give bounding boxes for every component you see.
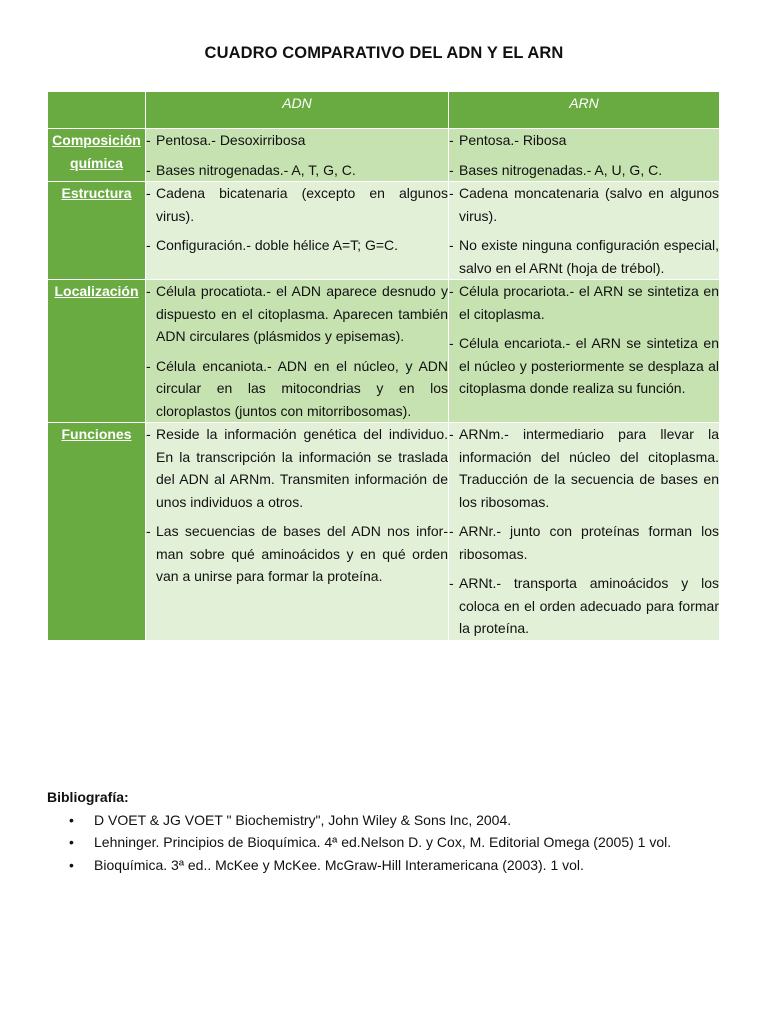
list-item: - Las secuencias de bases del ADN nos infor-man sobre qué aminoácidos y en qué orden van a unirse para formar la proteína. — [146, 523, 448, 584]
bullet-icon: • — [69, 834, 74, 850]
table-header-row — [48, 92, 720, 129]
list-item: - Célula encariota.- el ARN se sintetiza en el núcleo y posteriormente se desplaza al citoplasma donde realiza su función. — [449, 335, 719, 396]
list-item: - Reside la información genética del individuo. En la transcripción la información se traslada del ADN al ARNm. Transmiten información de unos individuos a otros. — [146, 426, 448, 510]
comparison-table — [47, 91, 720, 641]
row-label-text: Localización — [54, 283, 139, 299]
header-arn: ARN — [449, 92, 720, 129]
list-item: • Lehninger. Principios de Bioquímica. 4ª ed.Nelson D. y Cox, M. Editorial Omega (2005) 1 vol. — [47, 831, 719, 854]
table-row — [48, 280, 720, 423]
list-item: - Célula encaniota.- ADN en el núcleo, y ADN circular en las mitocondrias y en los cloroplastos (juntos con mitorribosomas). — [146, 357, 448, 419]
arn-cell — [449, 280, 720, 423]
list-item: - Pentosa.- Desoxirribosa — [146, 132, 306, 148]
bibliography — [47, 786, 719, 876]
list-item: - Célula procatiota.- el ADN aparece desnudo y dispuesto en el citoplasma. Aparecen también ADN circulares (plásmidos y episemas). — [146, 283, 448, 344]
list-item: - ARNm.- intermediario para llevar la información del núcleo del citoplasma. Traducción de la secuencia de bases en los ribosomas. — [449, 426, 719, 510]
arn-cell — [449, 129, 720, 182]
bibliography-list — [47, 809, 719, 877]
row-label-text: Funciones — [61, 426, 132, 442]
row-label-localizacion — [48, 280, 146, 423]
adn-cell — [146, 129, 449, 182]
list-item: - Bases nitrogenadas.- A, T, G, C. — [146, 161, 356, 178]
bullet-icon: • — [69, 811, 74, 828]
list-item: • D VOET & JG VOET " Biochemistry", John Wiley & Sons Inc, 2004. — [47, 809, 719, 832]
table-row — [48, 129, 720, 182]
header-adn: ADN — [146, 92, 449, 129]
header-empty-cell — [48, 92, 146, 129]
row-label-text: Composición química — [52, 132, 141, 171]
list-item: - ARNr.- junto con proteínas forman los ribosomas. — [449, 523, 719, 562]
list-item: - Célula procariota.- el ARN se sintetiza en el citoplasma. — [449, 283, 719, 322]
row-label-funciones — [48, 423, 146, 641]
list-item: - Cadena moncatenaria (salvo en algunos virus). — [449, 185, 719, 224]
adn-cell — [146, 182, 449, 280]
arn-cell — [449, 182, 720, 280]
table-row — [48, 182, 720, 280]
table-row — [48, 423, 720, 641]
bullet-icon: • — [69, 856, 74, 873]
row-label-composicion — [48, 129, 146, 182]
bibliography-title: Bibliografía: — [47, 789, 129, 805]
list-item: - ARNt.- transporta aminoácidos y los coloca en el orden adecuado para formar la proteína. — [449, 575, 719, 636]
list-item: - Pentosa.- Ribosa — [449, 132, 567, 148]
adn-cell — [146, 280, 449, 423]
row-label-estructura — [48, 182, 146, 280]
list-item: • Bioquímica. 3ª ed.. McKee y McKee. McGraw-Hill Interamericana (2003). 1 vol. — [47, 854, 719, 877]
list-item: - No existe ninguna configuración especial, salvo en el ARNt (hoja de trébol). — [449, 237, 719, 276]
list-item: - Configuración.- doble hélice A=T; G=C. — [146, 237, 399, 253]
adn-cell — [146, 423, 449, 641]
list-item: - Bases nitrogenadas.- A, U, G, C. — [449, 161, 663, 178]
list-item: - Cadena bicatenaria (excepto en algunos virus). — [146, 185, 448, 224]
document-title: CUADRO COMPARATIVO DEL ADN Y EL ARN — [204, 44, 564, 62]
row-label-text: Estructura — [61, 185, 132, 201]
arn-cell — [449, 423, 720, 641]
